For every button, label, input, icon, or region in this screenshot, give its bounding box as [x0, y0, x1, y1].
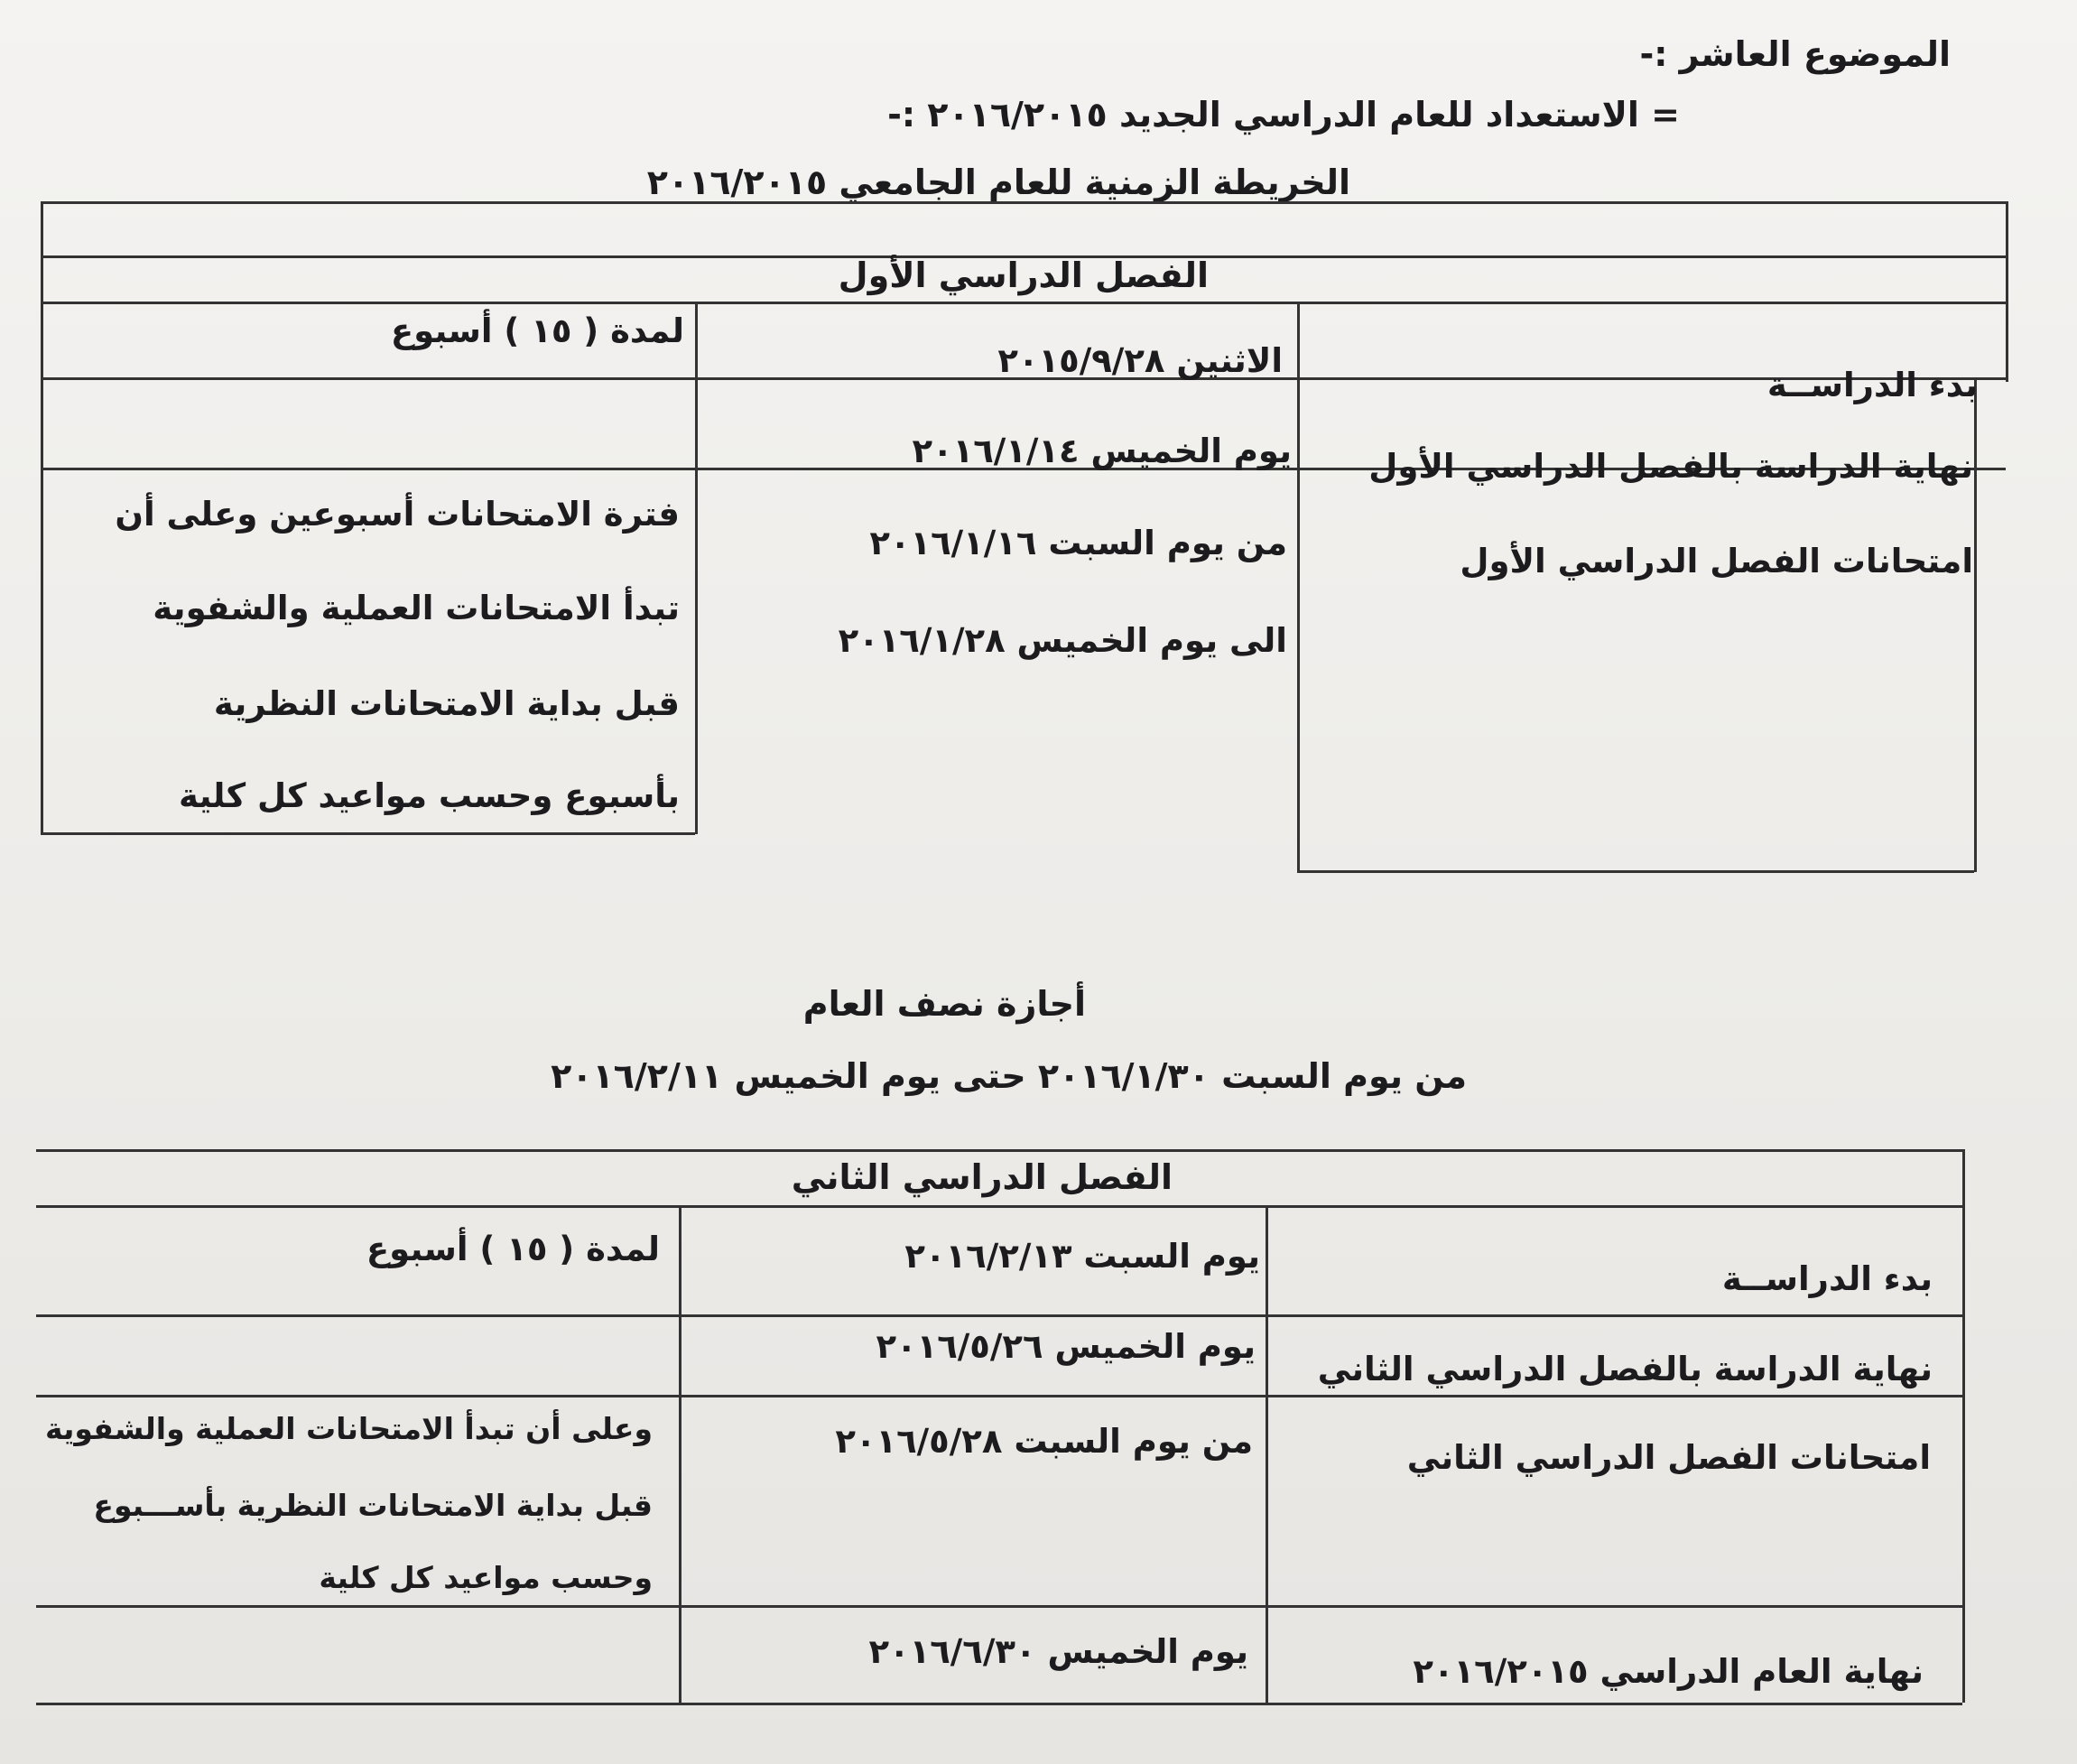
s1-duration-note: لمدة ( ١٥ ) أسبوع — [390, 311, 684, 350]
s2-exams-date: من يوم السبت ٢٠١٦/٥/٢٨ — [835, 1422, 1253, 1461]
preparation-heading: = الاستعداد للعام الدراسي الجديد ٢٠١٦/٢٠١٥ :- — [887, 95, 1680, 135]
s2-exams-note-line1: وعلى أن تبدأ الامتحانات العملية والشفوية — [44, 1411, 653, 1446]
year-end-date: يوم الخميس ٢٠١٦/٦/٣٠ — [868, 1632, 1248, 1671]
semester2-title: الفصل الدراسي الثاني — [791, 1157, 1173, 1197]
s1-exams-date-to: الى يوم الخميس ٢٠١٦/١/٢٨ — [838, 621, 1287, 660]
s2-end-label: نهاية الدراسة بالفصل الدراسي الثاني — [1317, 1350, 1933, 1388]
midyear-title: أجازة نصف العام — [802, 984, 1086, 1024]
s1-exams-label: امتحانات الفصل الدراسي الأول — [1460, 542, 1973, 580]
s2-exams-note-line2: قبل بداية الامتحانات النظرية بأســـبوع — [93, 1488, 653, 1523]
s1-exams-note-line1: فترة الامتحانات أسبوعين وعلى أن — [115, 495, 680, 534]
midyear-dates: من يوم السبت ٢٠١٦/١/٣٠ حتى يوم الخميس ٢٠١٦/٢/١١ — [551, 1056, 1467, 1096]
s2-start-label: بدء الدراســة — [1721, 1259, 1933, 1298]
s2-end-date: يوم الخميس ٢٠١٦/٥/٢٦ — [876, 1327, 1256, 1366]
timeline-title: الخريطة الزمنية للعام الجامعي ٢٠١٦/٢٠١٥ — [646, 162, 1350, 202]
semester1-title: الفصل الدراسي الأول — [838, 255, 1209, 295]
s1-exams-note-line3: قبل بداية الامتحانات النظرية — [213, 684, 680, 723]
s1-start-label: بدء الدراســة — [1766, 366, 1978, 404]
s2-duration-note: لمدة ( ١٥ ) أسبوع — [366, 1230, 660, 1268]
s1-end-label: نهاية الدراسة بالفصل الدراسي الأول — [1368, 447, 1973, 486]
s1-exams-note-line2: تبدأ الامتحانات العملية والشفوية — [153, 589, 680, 627]
s2-exams-label: امتحانات الفصل الدراسي الثاني — [1406, 1438, 1931, 1477]
topic-heading: الموضوع العاشر :- — [1639, 34, 1951, 74]
s2-start-date: يوم السبت ٢٠١٦/٢/١٣ — [904, 1237, 1260, 1276]
s2-exams-note-line3: وحسب مواعيد كل كلية — [319, 1560, 653, 1595]
year-end-label: نهاية العام الدراسي ٢٠١٦/٢٠١٥ — [1413, 1652, 1924, 1691]
s1-exams-date-from: من يوم السبت ٢٠١٦/١/١٦ — [869, 524, 1287, 562]
s1-exams-note-line4: بأسبوع وحسب مواعيد كل كلية — [179, 776, 680, 815]
s1-end-date: يوم الخميس ٢٠١٦/١/١٤ — [912, 432, 1292, 470]
s1-start-date: الاثنين ٢٠١٥/٩/٢٨ — [997, 341, 1283, 380]
